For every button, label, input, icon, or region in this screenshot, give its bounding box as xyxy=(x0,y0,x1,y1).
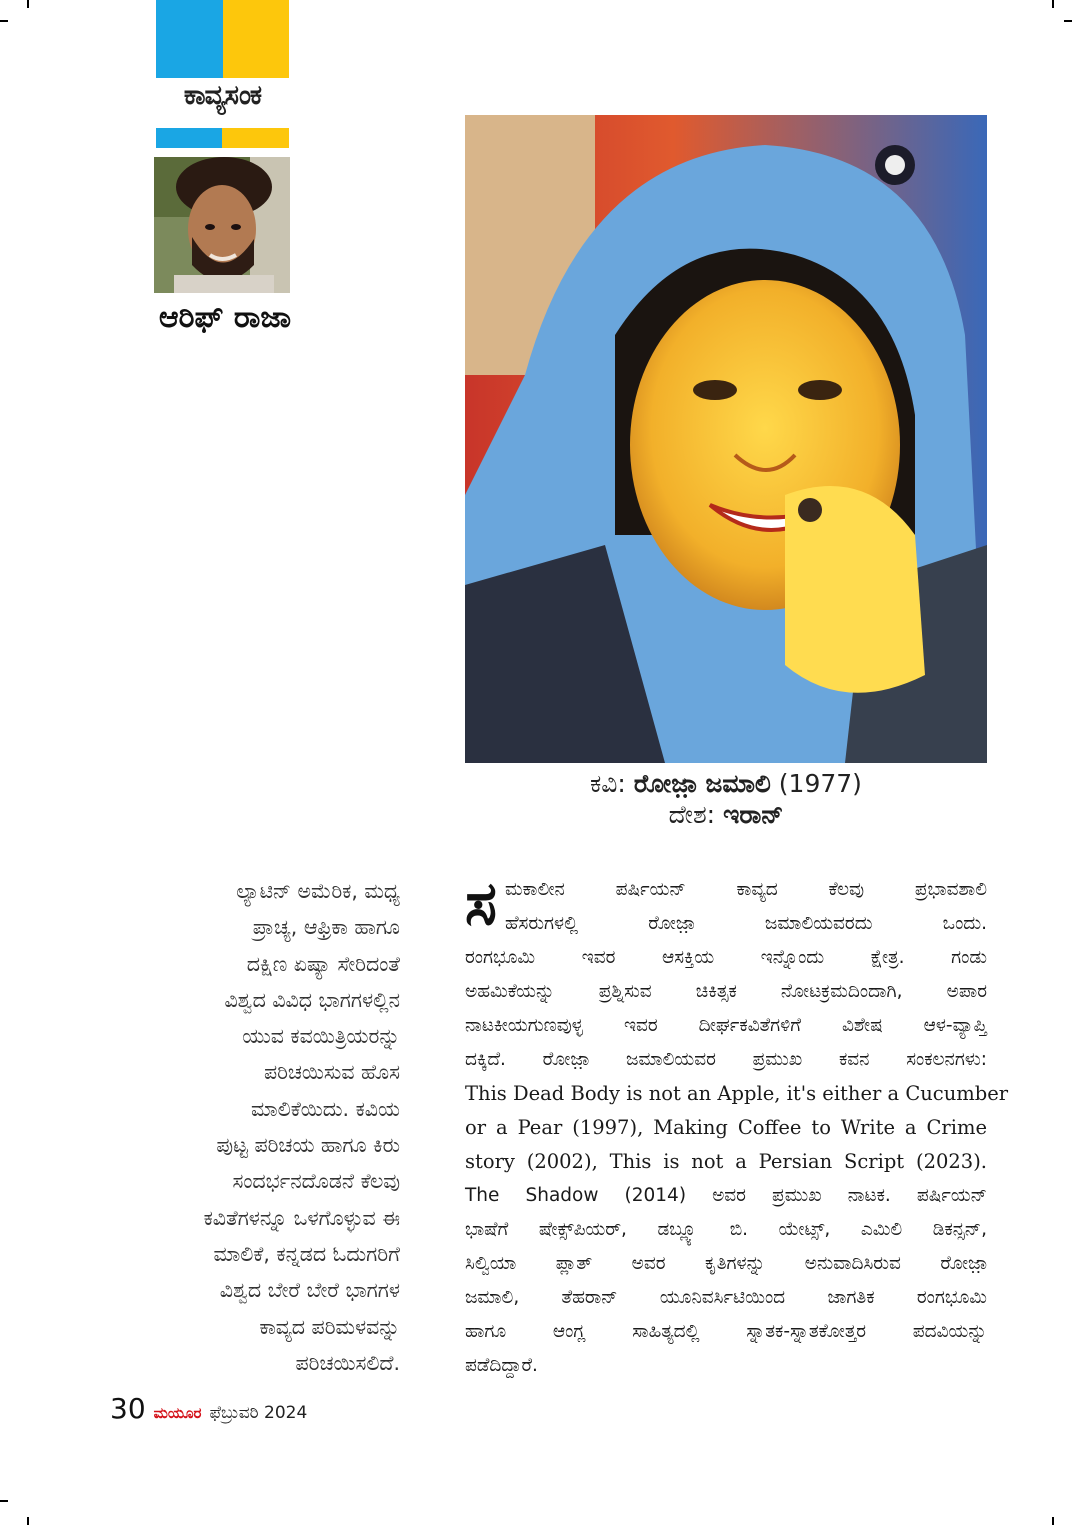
intro-line: ಮಾಲಿಕೆಯಿದು. ಕವಿಯ xyxy=(250,1096,400,1121)
drop-cap: ಸ xyxy=(465,869,497,939)
intro-line: ಪುಟ್ಟ ಪರಿಚಯ ಹಾಗೂ ಕಿರು xyxy=(216,1133,400,1158)
intro-line: ಮಾಲಿಕೆ, ಕನ್ನಡದ ಓದುಗರಿಗೆ xyxy=(213,1241,400,1266)
intro-line: ಯುವ ಕವಯಿತ್ರಿಯರನ್ನು xyxy=(242,1024,400,1049)
body-line: ಜಮಾಲಿ, ತೆಹರಾನ್ ಯೂನಿವರ್ಸಿಟಿಯಿಂದ ಜಾಗತಿಕ ರಂಗಭೂಮಿ xyxy=(465,1287,987,1308)
author-photo xyxy=(154,157,290,293)
body-line: ಹೆಸರುಗಳಲ್ಲಿ ರೋಜ಼ಾ ಜಮಾಲಿಯವರದು ಒಂದು. xyxy=(505,913,987,934)
body-line: The Shadow (2014) ಅವರ ಪ್ರಮುಖ ನಾಟಕ. ಪರ್ಷಿಯನ್ xyxy=(465,1185,987,1206)
intro-line: ಸಂದರ್ಭನದೊಡನೆ ಕೆಲವು xyxy=(232,1169,400,1194)
intro-line: ಪರಿಚಯಿಸುವ ಹೊಸ xyxy=(263,1060,400,1085)
body-line: This Dead Body is not an Apple, it's either a Cucumber xyxy=(465,1082,1009,1105)
intro-line: ಕವಿತೆಗಳನ್ನೂ ಒಳಗೊಳ್ಳುವ ಈ xyxy=(203,1205,400,1230)
country-label: ದೇಶ: xyxy=(668,800,716,829)
crop-mark xyxy=(1064,20,1072,22)
magazine-name: ಮಯೂರ xyxy=(153,1404,202,1422)
country-line xyxy=(465,799,987,830)
body-line: ಮಕಾಲೀನ ಪರ್ಷಿಯನ್ ಕಾವ್ಯದ ಕೆಲವು ಪ್ರಭಾವಶಾಲಿ xyxy=(505,879,987,900)
body-line: story (2002), This is not a Persian Script (2023). xyxy=(465,1150,987,1173)
crop-mark xyxy=(0,20,8,22)
poet-label: ಕವಿ: xyxy=(590,769,626,798)
body-line: ಹಾಗೂ ಆಂಗ್ಲ ಸಾಹಿತ್ಯದಲ್ಲಿ ಸ್ನಾತಕ-ಸ್ನಾತಕೋತ್ತರ ಪದವಿಯನ್ನು xyxy=(465,1321,987,1342)
article-body xyxy=(465,869,1009,1383)
poet-line xyxy=(465,768,987,799)
body-line: ನಾಟಕೀಯಗುಣವುಳ್ಳ ಇವರ ದೀರ್ಘಕವಿತೆಗಳಿಗೆ ವಿಶೇಷ ಆಳ-ವ್ಯಾಪ್ತಿ xyxy=(465,1015,987,1036)
poet-photo xyxy=(465,115,987,763)
page-number: 30 xyxy=(110,1392,146,1425)
body-line: ರಂಗಭೂಮಿ ಇವರ ಆಸಕ್ತಿಯ ಇನ್ನೊಂದು ಕ್ಷೇತ್ರ. ಗಂಡು xyxy=(465,947,987,968)
body-line: ಅಹಮಿಕೆಯನ್ನು ಪ್ರಶ್ನಿಸುವ ಚಿಕಿತ್ಸಕ ನೋಟಕ್ರಮದಿಂದಾಗಿ, ಅಪಾರ xyxy=(465,981,987,1002)
country: ಇರಾನ್ xyxy=(723,800,784,829)
body-line: ಪಡೆದಿದ್ದಾರೆ. xyxy=(465,1355,538,1376)
poet-name: ರೋಜ಼ಾ ಜಮಾಲಿ xyxy=(633,769,771,798)
column-title: ಕಾವ್ಯಸಂಕ xyxy=(183,80,262,111)
poet-year: (1977) xyxy=(778,769,862,798)
intro-line: ಲ್ಯಾಟಿನ್ ಅಮೆರಿಕ, ಮಧ್ಯ xyxy=(236,879,400,903)
crop-mark xyxy=(27,0,29,8)
intro-line: ಪ್ರಾಚ್ಯ, ಆಫ್ರಿಕಾ ಹಾಗೂ xyxy=(252,915,400,940)
body-line: ಸಿಲ್ವಿಯಾ ಪ್ಲಾತ್ ಅವರ ಕೃತಿಗಳನ್ನು ಅನುವಾದಿಸಿರುವ ರೋಜ಼ಾ xyxy=(465,1253,987,1274)
intro-line: ವಿಶ್ವದ ವಿವಿಧ ಭಾಗಗಳಲ್ಲಿನ xyxy=(224,987,400,1012)
intro-line: ಕಾವ್ಯದ ಪರಿಮಳವನ್ನು xyxy=(259,1314,400,1339)
author-name: ಆರಿಫ್ ರಾಜಾ xyxy=(158,300,292,335)
crop-mark xyxy=(27,1517,29,1525)
body-line: ಭಾಷೆಗೆ ಷೇಕ್ಸ್‌ಪಿಯರ್, ಡಬ್ಲ್ಯೂ ಬಿ. ಯೇಟ್ಸ್, ಎಮಿಲಿ ಡಿಕನ್ಸನ್, xyxy=(465,1219,987,1240)
page-footer xyxy=(110,1392,307,1428)
issue-date: ಫೆಬ್ರುವರಿ 2024 xyxy=(209,1403,308,1423)
intro-line: ದಕ್ಷಿಣ ಏಷ್ಯಾ ಸೇರಿದಂತೆ xyxy=(246,951,400,976)
series-intro xyxy=(118,873,400,1381)
body-line: or a Pear (1997), Making Coffee to Write a Crime xyxy=(465,1116,987,1139)
intro-line: ಪರಿಚಯಿಸಲಿದೆ. xyxy=(295,1350,400,1375)
crop-mark xyxy=(1052,0,1054,8)
crop-mark xyxy=(1052,1517,1054,1525)
crop-mark xyxy=(0,1500,8,1502)
body-line: ದಕ್ಕಿದೆ. ರೋಜ಼ಾ ಜಮಾಲಿಯವರ ಪ್ರಮುಖ ಕವನ ಸಂಕಲನಗಳು: xyxy=(465,1049,987,1070)
intro-line: ವಿಶ್ವದ ಬೇರೆ ಬೇರೆ ಭಾಗಗಳ xyxy=(219,1278,400,1303)
column-logo xyxy=(156,0,289,150)
photo-caption xyxy=(465,768,987,830)
